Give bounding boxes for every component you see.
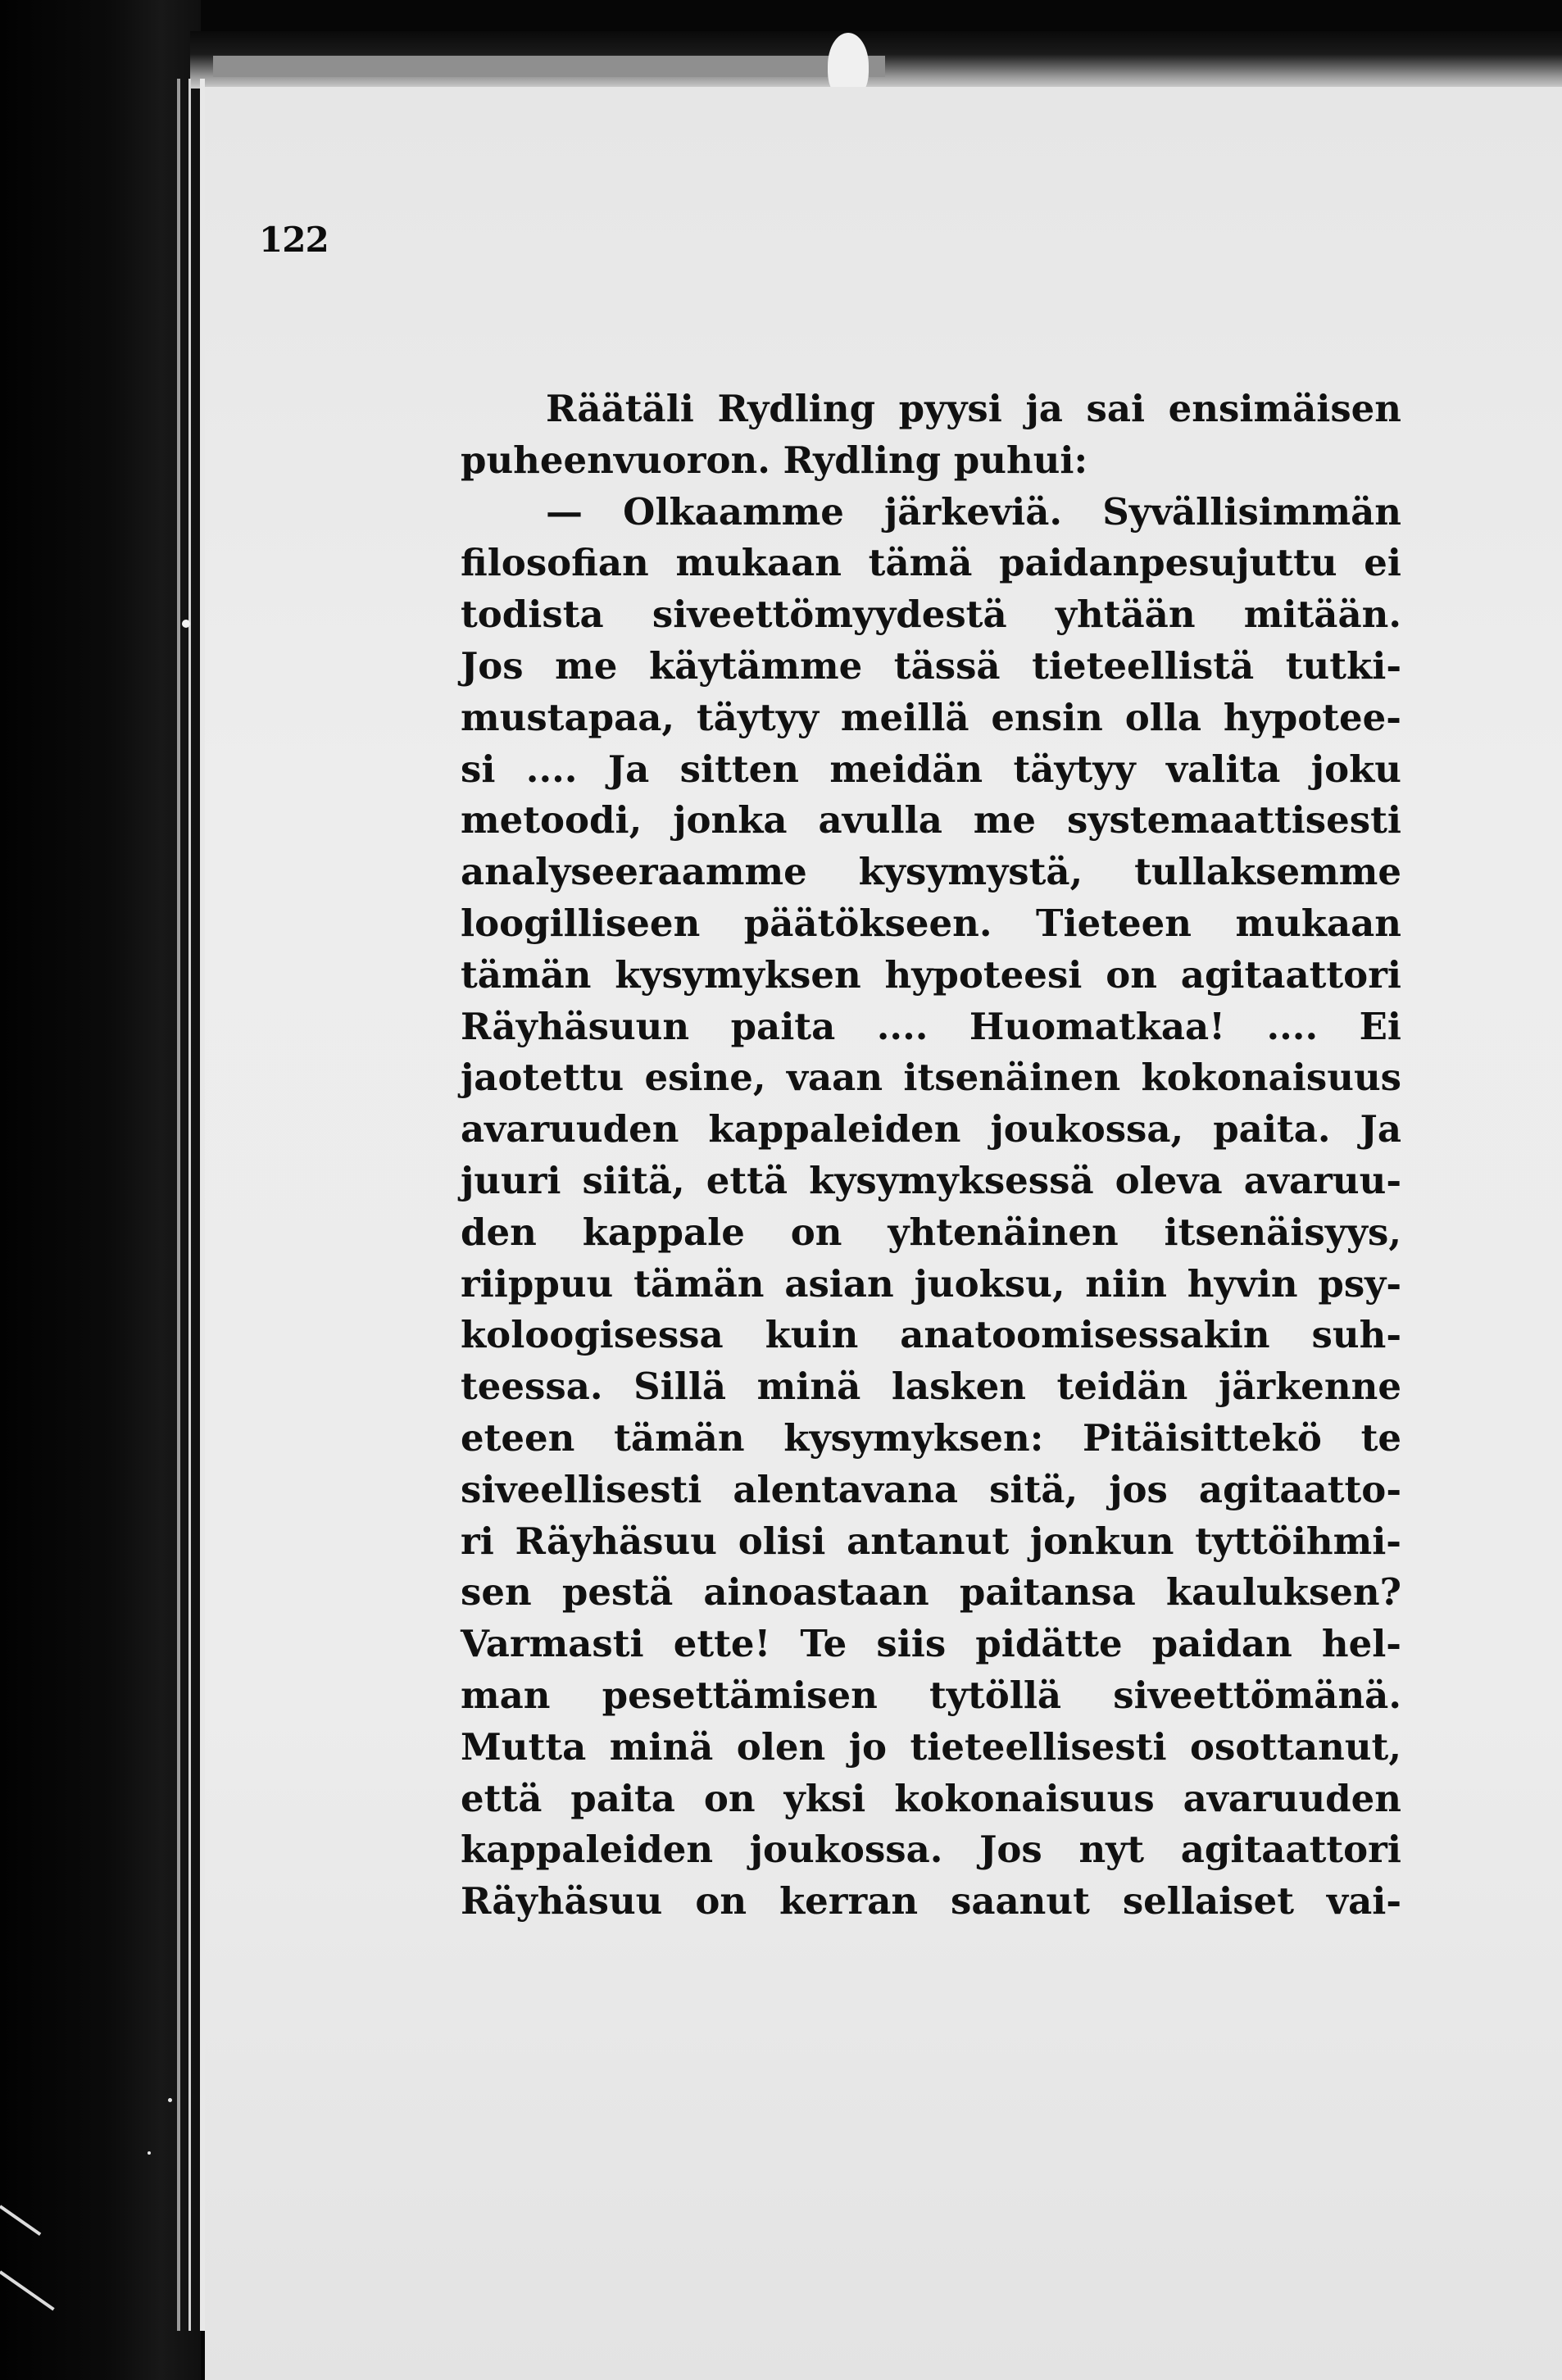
text-line: sen pestä ainoastaan paitansa kauluksen? [461, 1570, 1401, 1615]
text-line: todista siveettömyydestä yhtään mitään. [461, 593, 1401, 637]
text-line: eteen tämän kysymyksen: Pitäisittekö te [461, 1415, 1401, 1460]
text-line: man pesettämisen tytöllä siveettömänä. [461, 1673, 1401, 1717]
text-line: metoodi, jonka avulla me systemaattisesti [461, 798, 1401, 843]
text-line: jaotettu esine, vaan itsenäinen kokonaisuus [461, 1056, 1401, 1100]
text-line: juuri siitä, että kysymyksessä oleva avaruu- [461, 1158, 1401, 1202]
page-edge-line [177, 79, 180, 2331]
top-page-edge-strip [213, 56, 885, 77]
text-line: analyseeraamme kysymystä, tullaksemme [461, 850, 1401, 894]
text-line: puheenvuoron. Rydling puhui: [461, 438, 1088, 482]
text-line: — Olkaamme järkeviä. Syvällisimmän [546, 489, 1401, 534]
page-number: 122 [259, 220, 329, 260]
text-line: ri Räyhäsuu olisi antanut jonkun tyttöihmi- [461, 1519, 1401, 1563]
text-line: teessa. Sillä minä lasken teidän järkenne [461, 1365, 1401, 1409]
speck [168, 2098, 172, 2102]
text-line: koloogisessa kuin anatoomisessakin suh- [461, 1313, 1401, 1357]
text-line: että paita on yksi kokonaisuus avaruuden [461, 1776, 1401, 1820]
text-line: Räyhäsuu on kerran saanut sellaiset vai- [461, 1879, 1401, 1924]
book-binding-shadow [0, 0, 201, 2380]
text-line: loogilliseen päätökseen. Tieteen mukaan [461, 901, 1401, 945]
body-text [461, 384, 1401, 1928]
speck [182, 620, 190, 628]
text-line: tämän kysymyksen hypoteesi on agitaattori [461, 952, 1401, 997]
text-line: Räyhäsuun paita .... Huomatkaa! .... Ei [461, 1004, 1401, 1048]
text-line: filosofian mukaan tämä paidanpesujuttu ei [461, 541, 1401, 585]
text-line: Räätäli Rydling pyysi ja sai ensimäisen [546, 387, 1401, 430]
text-line: den kappale on yhtenäinen itsenäisyys, [461, 1210, 1401, 1254]
page-edge-line [188, 79, 191, 2331]
text-line: kappaleiden joukossa. Jos nyt agitaattori [461, 1828, 1401, 1872]
speck [148, 2151, 151, 2155]
text-line: mustapaa, täytyy meillä ensin olla hypotee- [461, 695, 1401, 739]
text-line: riippuu tämän asian juoksu, niin hyvin psy- [461, 1261, 1401, 1306]
text-line: siveellisesti alentavana sitä, jos agitaatto- [461, 1467, 1401, 1511]
text-line: Jos me käytämme tässä tieteellistä tutki- [461, 643, 1401, 688]
text-line: avaruuden kappaleiden joukossa, paita. Ja [461, 1107, 1401, 1151]
text-line: Varmasti ette! Te siis pidätte paidan hel- [461, 1622, 1401, 1666]
text-line: Mutta minä olen jo tieteellisesti osottanut, [461, 1724, 1401, 1769]
text-line: si .... Ja sitten meidän täytyy valita joku [461, 747, 1401, 791]
